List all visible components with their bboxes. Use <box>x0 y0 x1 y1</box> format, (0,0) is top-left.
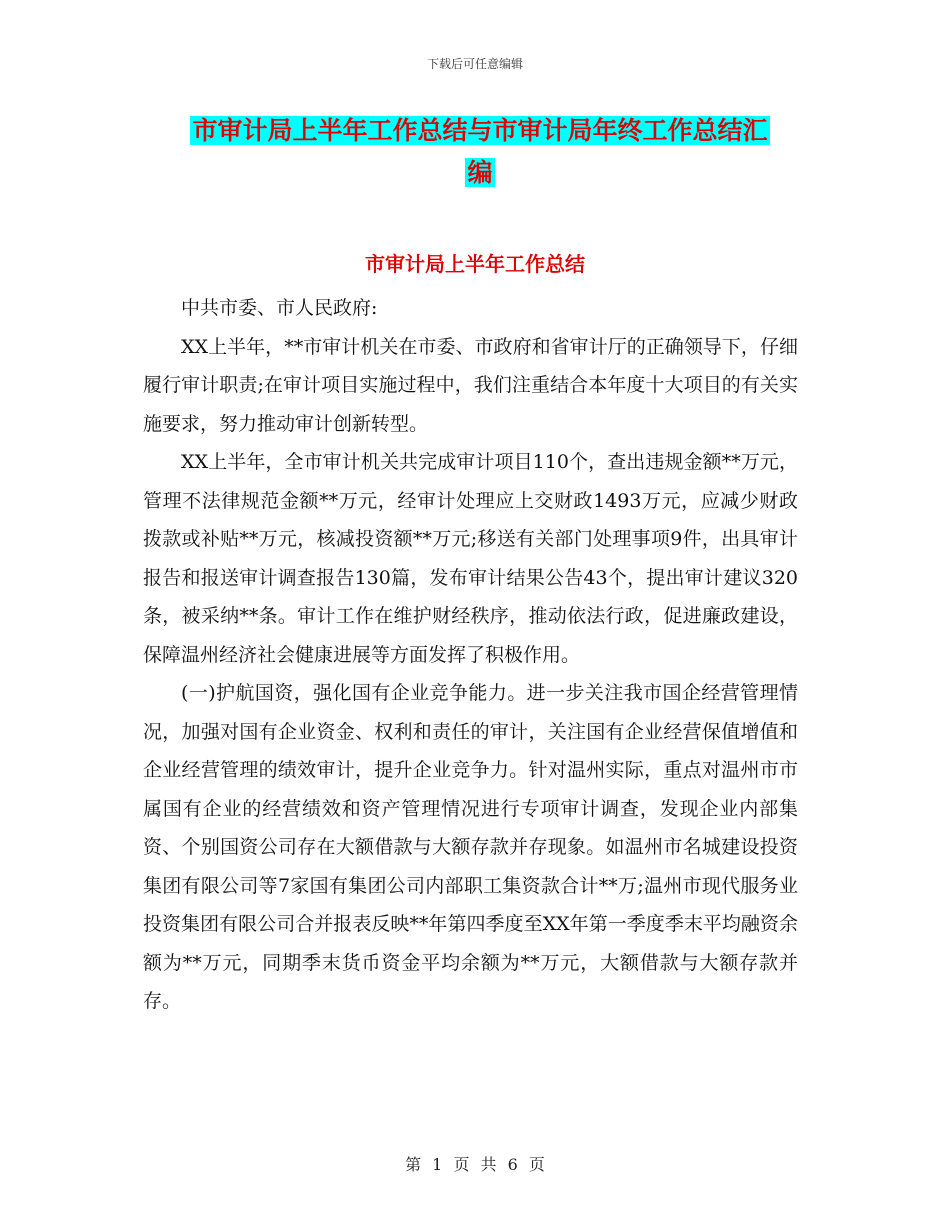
paragraph-1: XX上半年，**市审计机关在市委、市政府和省审计厅的正确领导下，仔细履行审计职责;在审计项目实施过程中，我们注重结合本年度十大项目的有关实施要求，努力推动审计创新转型。 <box>143 335 798 435</box>
document-body <box>143 289 798 1021</box>
paragraph-2: XX上半年，全市审计机关共完成审计项目110个，查出违规金额**万元，管理不法律规范金额**万元，经审计处理应上交财政1493万元，应减少财政拨款或补贴**万元，核减投资额**万元;移送有关部门处理事项9件，出具审计报告和报送审计调查报告130篇，发布审计结果公告43个，提出审计建议320条，被采纳**条。审计工作在维护财经秩序，推动依法行政，促进廉政建设，保障温州经济社会健康进展等方面发挥了积极作用。 <box>143 451 798 666</box>
page-number: 第 1 页 共 6 页 <box>405 1155 545 1174</box>
page-header-note: 下载后可任意编辑 <box>426 57 523 71</box>
document-title-line-2: 编 <box>467 158 493 187</box>
salutation: 中共市委、市人民政府: <box>181 297 378 319</box>
document-title <box>150 110 810 194</box>
section-heading: 市审计局上半年工作总结 <box>365 252 585 276</box>
document-title-line-1: 市审计局上半年工作总结与市审计局年终工作总结汇 <box>192 116 768 145</box>
paragraph-3: (一)护航国资，强化国有企业竞争能力。进一步关注我市国企经营管理情况，加强对国有企业资金、权利和责任的审计，关注国有企业经营保值增值和企业经营管理的绩效审计，提升企业竞争力。针对温州实际，重点对温州市市属国有企业的经营绩效和资产管理情况进行专项审计调查，发现企业内部集资、个别国资公司存在大额借款与大额存款并存现象。如温州市名城建设投资集团有限公司等7家国有集团公司内部职工集资款合计**万;温州市现代服务业投资集团有限公司合并报表反映**年第四季度至XX年第一季度季末平均融资余额为**万元，同期季末货币资金平均余额为**万元，大额借款与大额存款并存。 <box>143 682 798 1012</box>
